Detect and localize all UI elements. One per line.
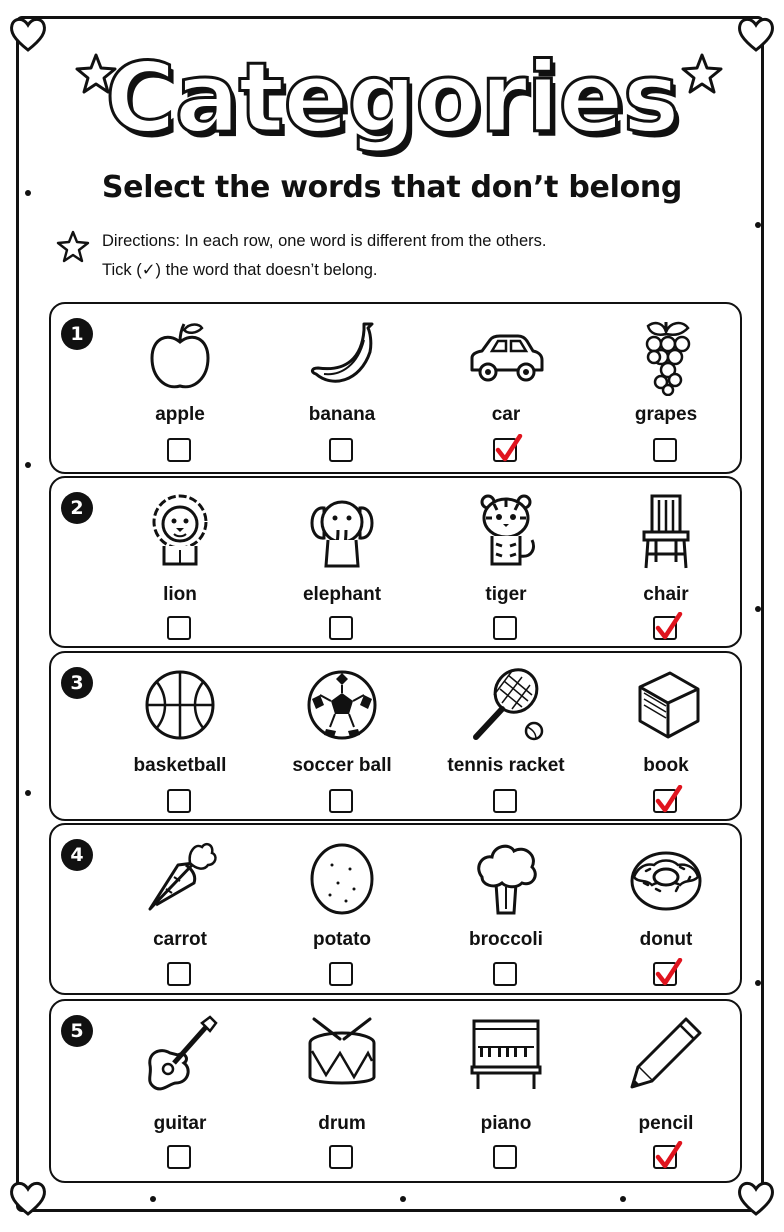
title-banner — [60, 28, 724, 168]
answer-checkbox[interactable] — [329, 438, 353, 462]
option-label: donut — [639, 929, 693, 950]
heart-icon — [736, 14, 776, 54]
checkmark-icon — [653, 958, 683, 988]
option-label: car — [491, 404, 521, 425]
decorative-dot — [755, 222, 761, 228]
option-label: drum — [318, 1113, 366, 1134]
decorative-dot — [755, 980, 761, 986]
question-row — [49, 651, 742, 821]
option-label: broccoli — [469, 929, 543, 950]
answer-checkbox[interactable] — [167, 789, 191, 813]
decorative-dot — [400, 1196, 406, 1202]
donut-icon — [626, 837, 706, 917]
option-label: piano — [480, 1113, 532, 1134]
drum-icon — [302, 1013, 382, 1093]
answer-option — [95, 1001, 265, 1171]
decorative-dot — [620, 1196, 626, 1202]
answer-option — [257, 1001, 427, 1171]
option-label: tiger — [485, 584, 527, 605]
answer-checkbox[interactable] — [493, 789, 517, 813]
page-subtitle: Select the words that don’t belong — [101, 170, 683, 205]
answer-option — [95, 478, 265, 648]
decorative-dot — [755, 606, 761, 612]
piano-icon — [466, 1013, 546, 1093]
option-label: basketball — [133, 755, 227, 776]
answer-option — [257, 304, 427, 474]
soccer-ball-icon — [302, 665, 382, 745]
answer-checkbox[interactable] — [653, 962, 677, 986]
option-label: pencil — [638, 1113, 694, 1134]
answer-checkbox[interactable] — [653, 438, 677, 462]
basketball-icon — [140, 665, 220, 745]
lion-icon — [140, 490, 220, 570]
potato-icon — [302, 837, 382, 917]
banana-icon — [302, 316, 382, 396]
question-number: 2 — [61, 492, 93, 524]
page-title: Categories — [105, 42, 679, 154]
answer-option — [257, 478, 427, 648]
checkmark-icon — [653, 785, 683, 815]
answer-checkbox[interactable] — [329, 962, 353, 986]
question-number: 1 — [61, 318, 93, 350]
answer-checkbox[interactable] — [329, 616, 353, 640]
option-label: tennis racket — [447, 755, 565, 776]
car-icon — [466, 316, 546, 396]
carrot-icon — [140, 837, 220, 917]
answer-checkbox[interactable] — [653, 1145, 677, 1169]
answer-checkbox[interactable] — [167, 616, 191, 640]
option-label: carrot — [153, 929, 207, 950]
option-label: apple — [155, 404, 205, 425]
answer-option — [421, 653, 591, 823]
answer-option — [581, 653, 751, 823]
answer-checkbox[interactable] — [493, 616, 517, 640]
answer-option — [257, 653, 427, 823]
option-label: chair — [643, 584, 689, 605]
question-number: 4 — [61, 839, 93, 871]
question-row — [49, 999, 742, 1183]
pencil-icon — [626, 1013, 706, 1093]
answer-checkbox[interactable] — [653, 789, 677, 813]
answer-option — [581, 1001, 751, 1171]
answer-option — [257, 825, 427, 995]
heart-icon — [8, 14, 48, 54]
answer-checkbox[interactable] — [493, 962, 517, 986]
option-label: banana — [308, 404, 376, 425]
directions-text: Directions: In each row, one word is different from the others. — [102, 232, 547, 250]
answer-checkbox[interactable] — [329, 1145, 353, 1169]
heart-icon — [8, 1178, 48, 1218]
answer-checkbox[interactable] — [493, 1145, 517, 1169]
tennis-racket-icon — [466, 665, 546, 745]
question-number: 3 — [61, 667, 93, 699]
option-label: lion — [163, 584, 197, 605]
grapes-icon — [626, 316, 706, 396]
star-icon — [56, 230, 90, 264]
option-label: elephant — [302, 584, 382, 605]
answer-option — [581, 825, 751, 995]
answer-option — [421, 304, 591, 474]
book-icon — [626, 665, 706, 745]
answer-option — [581, 478, 751, 648]
answer-checkbox[interactable] — [653, 616, 677, 640]
elephant-icon — [302, 490, 382, 570]
option-label: book — [643, 755, 689, 776]
tiger-icon — [466, 490, 546, 570]
question-number: 5 — [61, 1015, 93, 1047]
checkmark-icon — [653, 612, 683, 642]
heart-icon — [736, 1178, 776, 1218]
option-label: grapes — [634, 404, 698, 425]
chair-icon — [626, 490, 706, 570]
answer-checkbox[interactable] — [167, 962, 191, 986]
checkmark-icon — [493, 434, 523, 464]
decorative-dot — [150, 1196, 156, 1202]
answer-option — [581, 304, 751, 474]
checkmark-icon — [653, 1141, 683, 1171]
broccoli-icon — [466, 837, 546, 917]
answer-checkbox[interactable] — [167, 438, 191, 462]
apple-icon — [140, 316, 220, 396]
decorative-dot — [25, 462, 31, 468]
guitar-icon — [140, 1013, 220, 1093]
answer-checkbox[interactable] — [493, 438, 517, 462]
answer-option — [95, 653, 265, 823]
option-label: potato — [312, 929, 372, 950]
question-row — [49, 823, 742, 995]
answer-checkbox[interactable] — [167, 1145, 191, 1169]
answer-option — [421, 478, 591, 648]
answer-option — [95, 825, 265, 995]
answer-checkbox[interactable] — [329, 789, 353, 813]
answer-option — [421, 1001, 591, 1171]
decorative-dot — [25, 790, 31, 796]
question-row — [49, 476, 742, 648]
option-label: guitar — [153, 1113, 207, 1134]
option-label: soccer ball — [292, 755, 392, 776]
answer-option — [95, 304, 265, 474]
question-row — [49, 302, 742, 474]
answer-option — [421, 825, 591, 995]
directions-text: Tick (✓) the word that doesn’t belong. — [102, 261, 378, 279]
